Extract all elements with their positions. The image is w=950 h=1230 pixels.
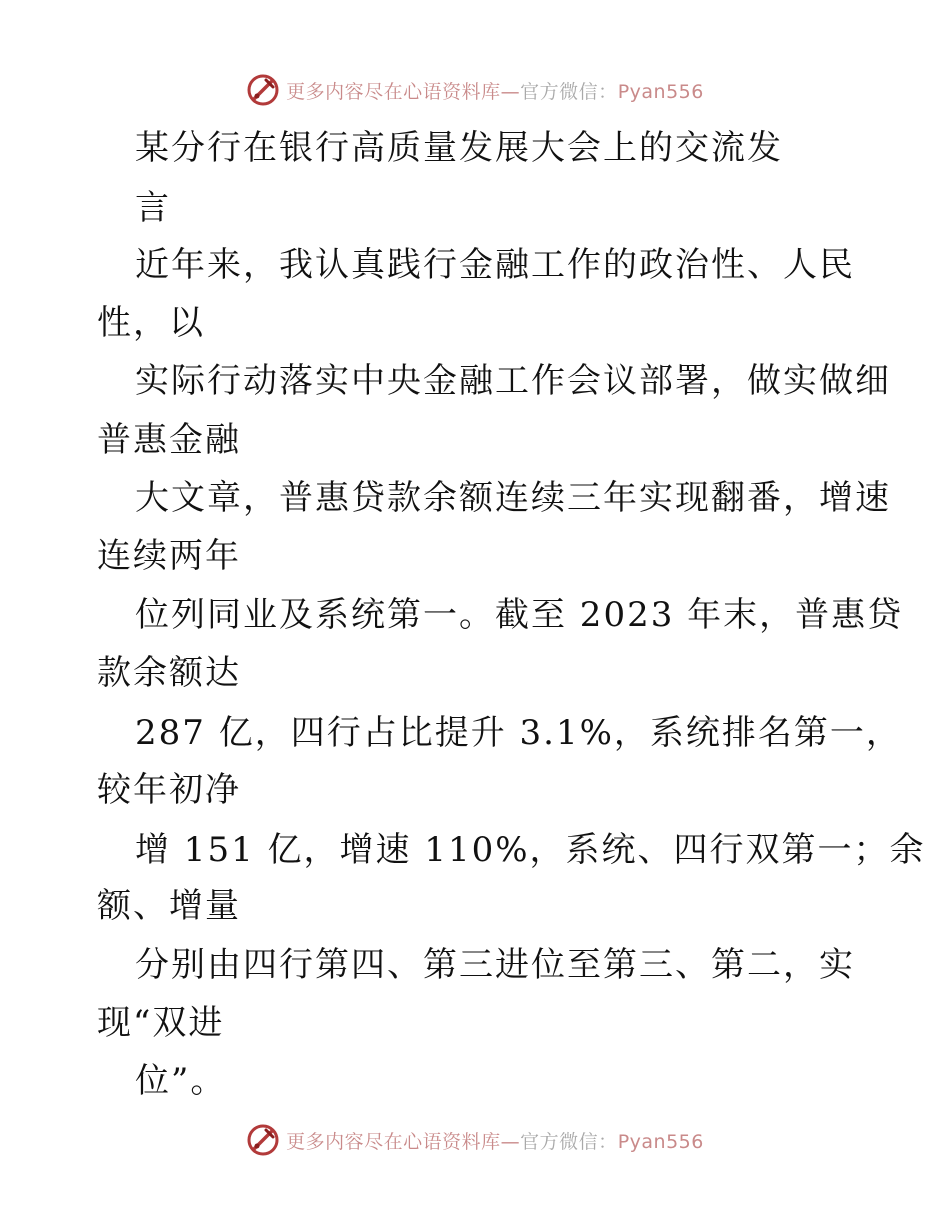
doc-line: 额、增量 (97, 886, 241, 926)
doc-line: 连续两年 (97, 536, 241, 576)
doc-line: 大文章，普惠贷款余额连续三年实现翻番，增速 (135, 478, 891, 518)
seal-logo-icon (246, 1123, 280, 1157)
watermark-wechat-label: 官方微信： (520, 80, 618, 103)
doc-line: 分别由四行第四、第三进位至第三、第二，实 (135, 945, 855, 985)
doc-line: 较年初净 (97, 770, 241, 810)
doc-title-line-2: 言 (135, 188, 171, 228)
doc-line: 增 151 亿，增速 110%，系统、四行双第一；余 (135, 830, 926, 870)
watermark-text (286, 1127, 704, 1154)
doc-line: 位”。 (135, 1061, 227, 1101)
doc-line: 近年来，我认真践行金融工作的政治性、人民 (135, 245, 855, 285)
doc-line: 性，以 (97, 303, 205, 343)
watermark-brand: 更多内容尽在心语资料库 (286, 1130, 501, 1153)
doc-line: 款余额达 (97, 653, 241, 693)
watermark-brand: 更多内容尽在心语资料库 (286, 80, 501, 103)
doc-line: 实际行动落实中央金融工作会议部署，做实做细 (135, 361, 891, 401)
doc-line: 现“双进 (97, 1003, 225, 1043)
watermark-wechat-label: 官方微信： (520, 1130, 618, 1153)
footer-watermark (0, 1120, 950, 1160)
watermark-dash: — (500, 1130, 521, 1153)
watermark-dash: — (500, 80, 521, 103)
doc-line: 287 亿，四行占比提升 3.1%，系统排名第一， (135, 713, 902, 753)
doc-line: 位列同业及系统第一。截至 2023 年末，普惠贷 (135, 595, 904, 635)
doc-line: 普惠金融 (97, 420, 241, 460)
watermark-wechat-id: Pyan556 (617, 1130, 704, 1153)
watermark-wechat-id: Pyan556 (617, 80, 704, 103)
doc-title-line-1: 某分行在银行高质量发展大会上的交流发 (135, 128, 783, 168)
